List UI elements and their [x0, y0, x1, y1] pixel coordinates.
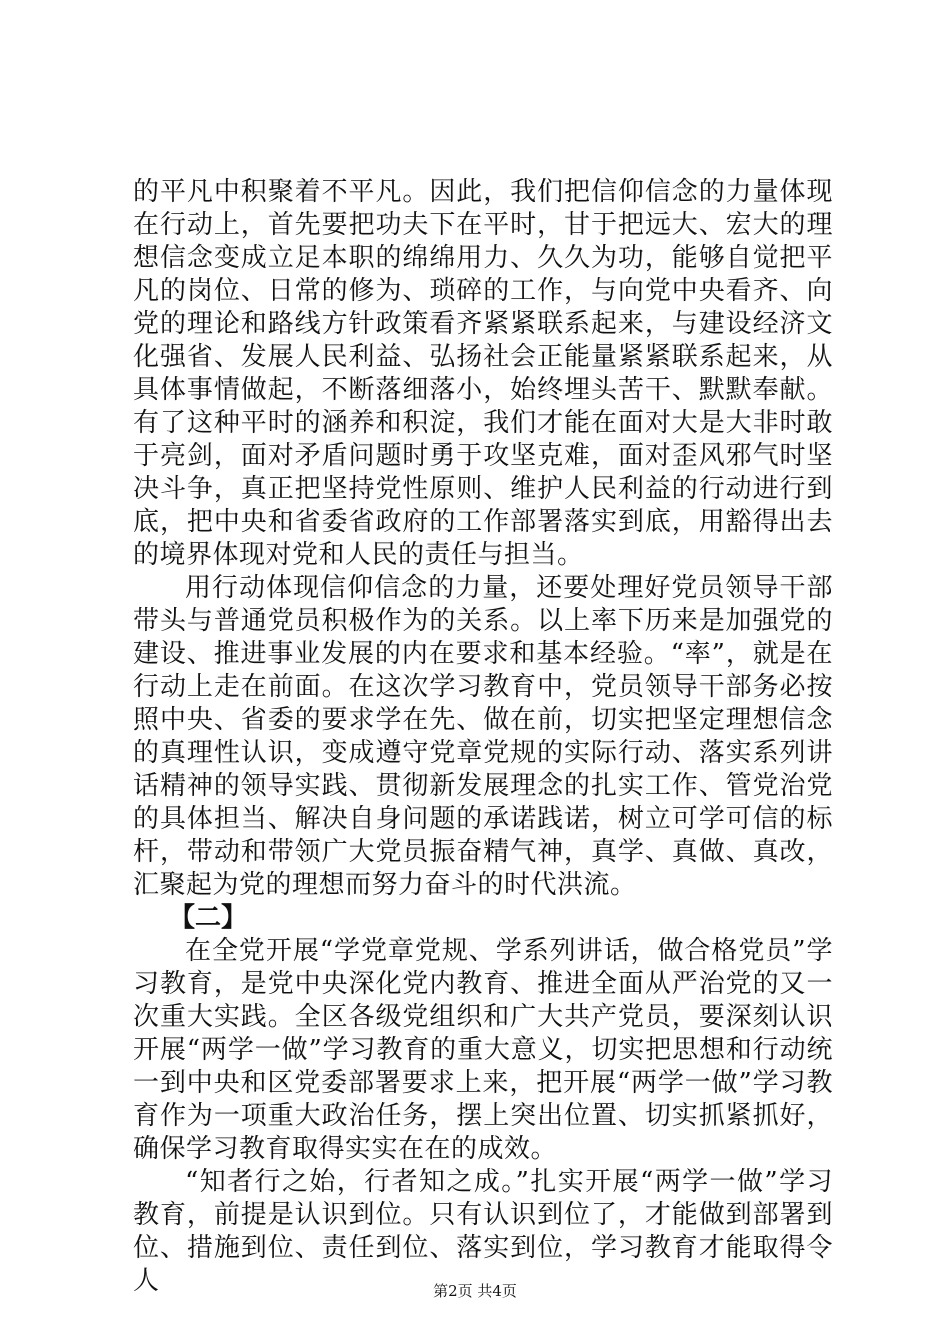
page-footer	[0, 1281, 950, 1301]
page-number: 第2页	[433, 1282, 473, 1300]
paragraph-body: 用行动体现信仰信念的力量，还要处理好党员领导干部带头与普通党员积极作为的关系。以上率下历来是加强党的建设、推进事业发展的内在要求和基本经验。“率”，就是在行动上走在前面。在这次学习教育中，党员领导干部务必按照中央、省委的要求学在先、做在前，切实把坚定理想信念的真理性认识，变成遵守党章党规的实际行动、落实系列讲话精神的领导实践、贯彻新发展理念的扎实工作、管党治党的具体担当、解决自身问题的承诺践诺，树立可学可信的标杆，带动和带领广大党员振奋精气神，真学、真做、真改，汇聚起为党的理想而努力奋斗的时代洪流。	[133, 573, 833, 900]
section-heading: 【二】	[169, 903, 248, 933]
paragraph-body: 在全党开展“学党章党规、学系列讲话，做合格党员”学习教育，是党中央深化党内教育、推进全面从严治党的又一次重大实践。全区各级党组织和广大共产党员，要深刻认识开展“两学一做”学习教育的重大意义，切实把思想和行动统一到中央和区党委部署要求上来，把开展“两学一做”学习教育作为一项重大政治任务，摆上突出位置、切实抓紧抓好，确保学习教育取得实实在在的成效。	[133, 936, 833, 1164]
paragraph-continuation: 的平凡中积聚着不平凡。因此，我们把信仰信念的力量体现在行动上，首先要把功夫下在平时，甘于把远大、宏大的理想信念变成立足本职的绵绵用力、久久为功，能够自觉把平凡的岗位、日常的修为、琐碎的工作，与向党中央看齐、向党的理论和路线方针政策看齐紧紧联系起来，与建设经济文化强省、发展人民利益、弘扬社会正能量紧紧联系起来，从具体事情做起，不断落细落小，始终埋头苦干、默默奉献。有了这种平时的涵养和积淀，我们才能在面对大是大非时敢于亮剑，面对矛盾问题时勇于攻坚克难，面对歪风邪气时坚决斗争，真正把坚持党性原则、维护人民利益的行动进行到底，把中央和省委省政府的工作部署落实到底，用豁得出去的境界体现对党和人民的责任与担当。	[133, 177, 833, 570]
paragraph-body: “知者行之始，行者知之成。”扎实开展“两学一做”学习教育，前提是认识到位。只有认识到位了，才能做到部署到位、措施到位、责任到位、落实到位，学习教育才能取得令人	[133, 1167, 833, 1296]
page-total: 共4页	[477, 1282, 517, 1300]
document-body	[133, 176, 833, 1298]
